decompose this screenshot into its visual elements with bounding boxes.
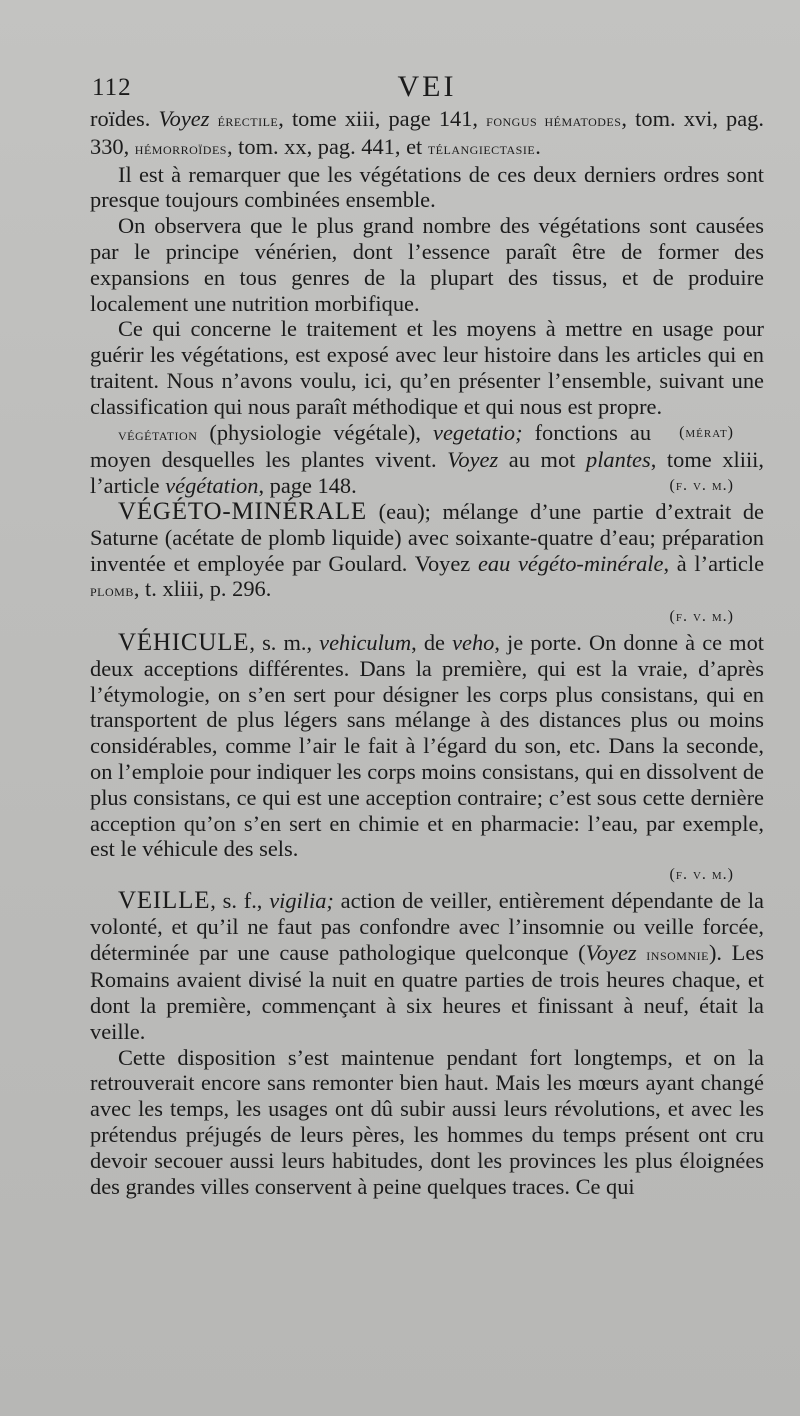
page-header [92, 70, 762, 110]
paragraph: Il est à remarquer que les végétations de ces deux derniers ordres sont presque toujours combinées ensemble. [90, 161, 764, 213]
text-run: Ce qui concerne le traitement et les moyens à mettre en usage pour guérir les végétations, est exposé avec leur histoire dans les articles qui en traitent. Nous n’avons voulu, ici, qu’en présenter l’ensemble, suivant une classification qui nous paraît méthodique et qui nous est propre. [90, 316, 764, 419]
entry-headword: VEILLE [118, 886, 211, 914]
entry-headword: VÉGÉTO-MINÉRALE [118, 497, 367, 525]
cross-ref: insomnie [646, 944, 709, 964]
cross-ref: fongus hématodes [486, 111, 622, 130]
latin-term: vegetatio; [433, 419, 523, 445]
cross-ref: eau végéto-minérale [477, 550, 664, 576]
entry-headword: végétation [118, 424, 198, 444]
text-run: , à l’article [663, 550, 765, 576]
author-signature: (f. v. m.) [669, 866, 734, 884]
author-signature: (f. v. m.) [669, 608, 734, 626]
text-run: action de veiller, entièrement dépendante de la volonté, et qu’il ne faut pas confondre avec l’insomnie ou veille forcée, déterminée par une cause pathologique quelconque ( [90, 887, 764, 965]
text-run: , tome xliii, l’article [90, 447, 764, 499]
cross-ref: plantes [586, 447, 651, 473]
paragraph-continuation [90, 106, 764, 162]
cross-ref: télangiectasie [427, 138, 536, 158]
text-run: au mot [498, 447, 587, 473]
paragraph: On observera que le plus grand nombre des végétations sont causées par le principe vénérien, dont l’essence paraît être de former des expansions en tous genres de la plupart des tissus, et de produire localement une nutrition morbifique. [90, 213, 764, 316]
text-run: , tome xiii, page 141, [278, 106, 487, 131]
cross-ref: plomb [90, 581, 134, 601]
text-run: ). Les Romains avaient divisé la nuit en quatre parties de trois heures chaque, et dont la première, commençant à six heures et finissant à neuf, était la veille. [90, 939, 764, 1044]
cross-ref: végétation [165, 473, 259, 499]
latin-term: veho [452, 629, 495, 655]
author-signature: (mérat) [679, 423, 734, 441]
text-run: roïdes. [90, 106, 159, 131]
voyez-ref: Voyez [585, 939, 637, 965]
text-run: , t. xliii, p. 296. [133, 576, 272, 602]
voyez-ref: Voyez [447, 447, 499, 473]
author-signature: (f. v. m.) [669, 477, 734, 495]
page-number: 112 [92, 74, 132, 101]
text-run: , je porte. On donne à ce mot deux acceptions différentes. Dans la première, qui est la vraie, d’après l’étymologie, on s’en sert pour désigner les corps plus consistans, qui en transportent de plus légers sans mélange à des distances plus ou moins considérables, comme l’air le fait à l’égard du son, etc. Dans la seconde, on l’emploie pour indiquer les corps moins consistans, qui en dissolvent de plus consistans, ce qui est une acception contraire; c’est sous cette dernière acception qu’on s’en sert en chimie et en pharmacie: l’eau, par exemple, est le véhicule des sels. [90, 629, 764, 862]
body-text [90, 106, 764, 1199]
voyez-ref: Voyez [158, 106, 210, 131]
text-run: , de [411, 629, 453, 655]
text-run: fonctions au moyen desquelles les plantes vivent. [90, 419, 652, 473]
text-run: , tom. xvi, pag. 330, [90, 106, 764, 159]
latin-term: vigilia; [269, 887, 334, 913]
latin-term: vehiculum [319, 629, 412, 655]
text-run: , s. f., [210, 887, 270, 913]
entry-vehicule [90, 630, 764, 862]
text-run: (physiologie végétale), [197, 419, 434, 445]
text-run [209, 106, 217, 131]
paragraph: Cette disposition s’est maintenue pendant fort longtemps, et on la retrouverait encore sans remonter bien haut. Mais les mœurs ayant changé avec les temps, les usages ont dû subir aussi leurs révolutions, et avec les prétendus préjugés de leurs pères, les hommes du temps présent ont cru devoir secouer aussi leurs habitudes, dont les provinces les plus éloignées des grandes villes conservent à peine quelques traces. Ce qui [90, 1044, 764, 1199]
entry-veille [90, 888, 764, 1045]
text-run: (eau); mélange d’une partie d’extrait de Saturne (acétate de plomb liquide) avec soixante-quatre d’eau; préparation inventée et employée par Goulard. Voyez [90, 498, 764, 576]
text-run: , page 148. [258, 473, 357, 499]
text-run: . [535, 133, 541, 159]
entry-vegeto-minerale [90, 499, 764, 604]
text-run: , tom. xx, pag. 441, et [226, 133, 428, 159]
running-head: VEI [397, 70, 457, 103]
text-run [637, 940, 647, 965]
cross-ref: érectile [217, 111, 279, 130]
text-run: , s. m., [249, 629, 320, 655]
cross-ref: hémorroïdes [134, 138, 227, 158]
entry-headword: VÉHICULE [118, 628, 250, 656]
